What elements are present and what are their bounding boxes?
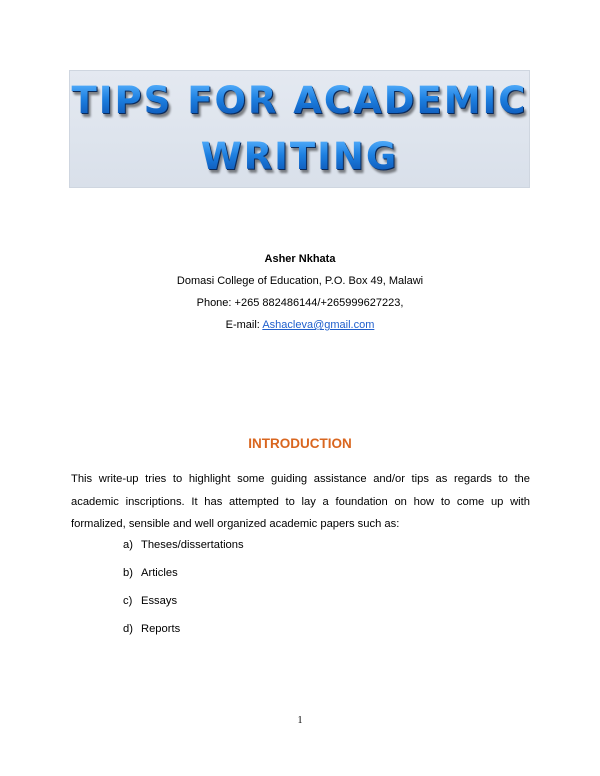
author-affiliation: Domasi College of Education, P.O. Box 49, Malawi: [176, 275, 424, 287]
document-title-line-2: WRITING: [70, 137, 529, 177]
introduction-paragraph: This write-up tries to highlight some guiding assistance and/or tips as regards to the academic inscriptions. It has attempted to lay a foundation on how to come up with formalized, sensible and well organized academic papers such as:: [71, 473, 530, 530]
list-item: [123, 535, 244, 563]
document-title-line-1: TIPS FOR ACADEMIC: [71, 79, 528, 122]
list-item: [123, 563, 244, 591]
list-item-text: Essays: [141, 595, 178, 607]
list-marker: a): [123, 539, 133, 551]
email-link[interactable]: Ashacleva@gmail.com: [262, 319, 375, 331]
page-number: 1: [297, 715, 303, 726]
list-item: [123, 591, 244, 619]
list-item-text: Articles: [141, 567, 178, 579]
list-item-text: Reports: [141, 623, 181, 635]
list-marker: d): [123, 623, 133, 635]
email-label: E-mail:: [225, 319, 263, 331]
author-phone: Phone: +265 882486144/+265999627223,: [196, 297, 404, 309]
paper-types-list: [123, 535, 244, 647]
list-item-text: Theses/dissertations: [141, 539, 244, 551]
list-marker: c): [123, 595, 133, 607]
title-banner: [69, 70, 530, 188]
list-item: [123, 619, 244, 647]
author-email-line: [0, 314, 600, 336]
list-marker: b): [123, 567, 133, 579]
author-block: [0, 248, 600, 336]
author-name: Asher Nkhata: [264, 253, 336, 265]
introduction-heading: INTRODUCTION: [248, 436, 352, 451]
